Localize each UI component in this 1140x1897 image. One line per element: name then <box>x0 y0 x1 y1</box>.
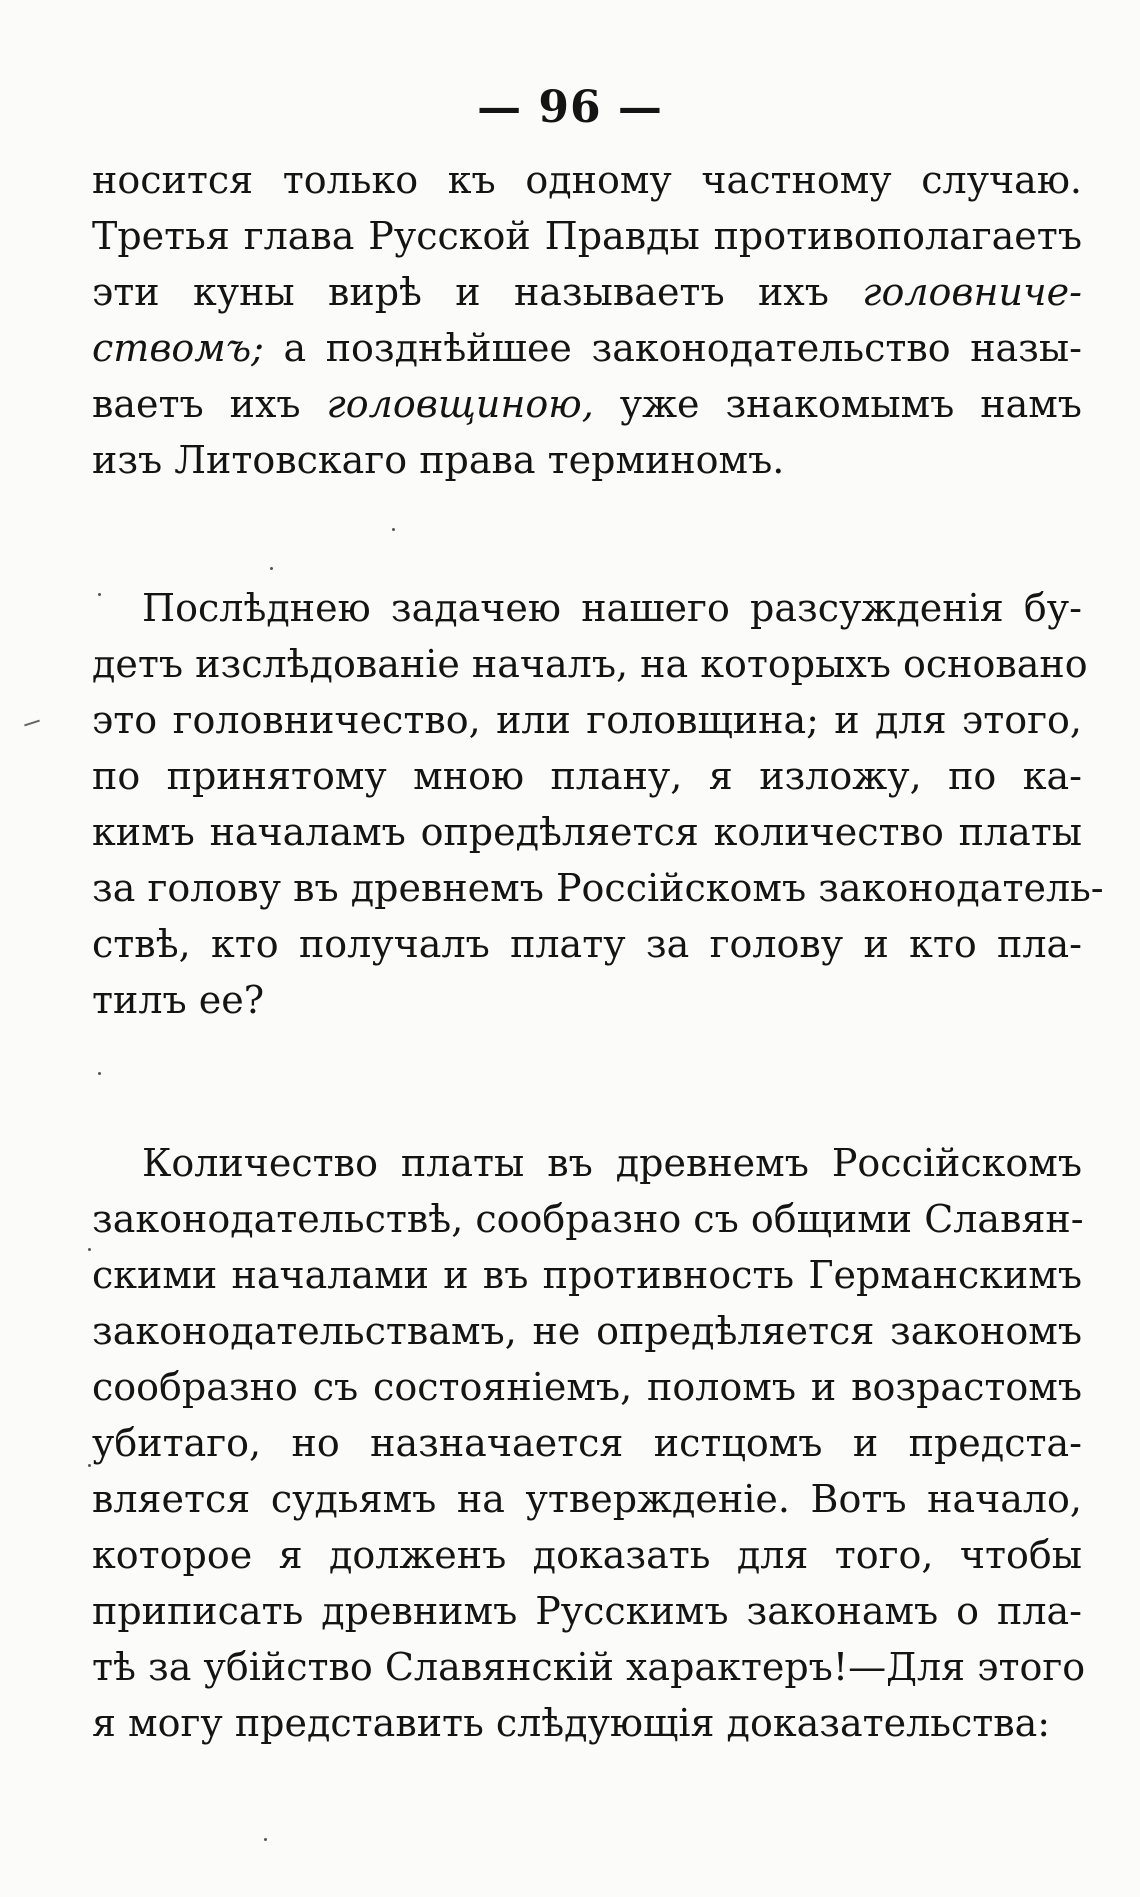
text-segment: изъ Литовскаго права терминомъ. <box>92 438 785 482</box>
text-line <box>92 636 1088 692</box>
text-segment: за голову въ древнемъ Россійскомъ законодатель- <box>92 866 1104 910</box>
text-line <box>92 1415 1082 1471</box>
text-line <box>92 1583 1082 1639</box>
text-segment: по принятому мною плану, я изложу, по ка- <box>92 754 1082 798</box>
text-line <box>92 692 1082 748</box>
text-line <box>92 1695 1082 1751</box>
print-speck <box>98 593 101 596</box>
text-segment: приписать древнимъ Русскимъ законамъ о пла- <box>92 1589 1082 1633</box>
text-segment: носится только къ одному частному случаю. <box>92 158 1082 202</box>
italic-term: ствомъ; <box>92 326 264 370</box>
page-number: — 96 — <box>477 82 663 133</box>
text-line <box>142 1135 1082 1191</box>
text-line <box>92 432 1082 488</box>
text-segment: Послѣднею задачею нашего разсужденія бу- <box>142 586 1082 630</box>
text-segment: детъ изслѣдованіе началъ, на которыхъ основано <box>92 642 1088 686</box>
text-line <box>92 152 1082 208</box>
text-segment: эти куны вирѣ и называетъ ихъ <box>92 270 863 314</box>
text-line <box>92 1471 1082 1527</box>
italic-term: головниче- <box>862 270 1082 314</box>
text-line <box>92 1527 1082 1583</box>
text-segment: это головничество, или головщина; и для этого, <box>92 698 1082 742</box>
text-segment: кимъ началамъ опредѣляется количество платы <box>92 810 1082 854</box>
text-segment: Количество платы въ древнемъ Россійскомъ <box>142 1141 1082 1185</box>
print-speck <box>264 1838 267 1841</box>
text-segment: Третья глава Русской Правды противополагаетъ <box>92 214 1082 258</box>
text-segment: я могу представить слѣдующія доказательства: <box>92 1701 1051 1745</box>
print-speck <box>98 1072 101 1075</box>
text-line <box>92 804 1082 860</box>
text-line <box>92 860 1104 916</box>
print-speck <box>270 567 273 570</box>
print-mark <box>24 720 40 727</box>
text-line <box>92 1247 1082 1303</box>
print-speck <box>88 1464 91 1467</box>
text-segment: сообразно съ состояніемъ, поломъ и возрастомъ <box>92 1365 1082 1409</box>
text-segment: тѣ за убійство Славянскій характеръ!—Для этого <box>92 1645 1086 1689</box>
text-segment: а позднѣйшее законодательство назы- <box>263 326 1082 370</box>
text-segment: скими началами и въ противность Германскимъ <box>92 1253 1082 1297</box>
text-segment: законодательствѣ, сообразно съ общими Славян- <box>92 1197 1084 1241</box>
text-segment: ствѣ, кто получалъ плату за голову и кто пла- <box>92 922 1082 966</box>
text-segment: законодательствамъ, не опредѣляется закономъ <box>92 1309 1082 1353</box>
text-line <box>92 1359 1082 1415</box>
text-segment: убитаго, но назначается истцомъ и предста- <box>92 1421 1082 1465</box>
text-line <box>92 748 1082 804</box>
text-line <box>92 320 1082 376</box>
text-line <box>142 580 1082 636</box>
print-speck <box>392 528 395 531</box>
text-line <box>92 208 1082 264</box>
text-segment: тилъ ее? <box>92 978 265 1022</box>
text-segment: уже знакомымъ намъ <box>593 382 1082 426</box>
text-line <box>92 264 1082 320</box>
text-line <box>92 1303 1082 1359</box>
text-line <box>92 972 1082 1028</box>
text-segment: вляется судьямъ на утвержденіе. Вотъ начало, <box>92 1477 1082 1521</box>
text-line <box>92 376 1082 432</box>
print-speck <box>88 1248 91 1251</box>
text-line <box>92 1639 1086 1695</box>
italic-term: головщиною, <box>326 382 594 426</box>
text-segment: ваетъ ихъ <box>92 382 327 426</box>
text-line <box>92 916 1082 972</box>
text-line <box>92 1191 1082 1247</box>
text-segment: которое я долженъ доказать для того, чтобы <box>92 1533 1082 1577</box>
